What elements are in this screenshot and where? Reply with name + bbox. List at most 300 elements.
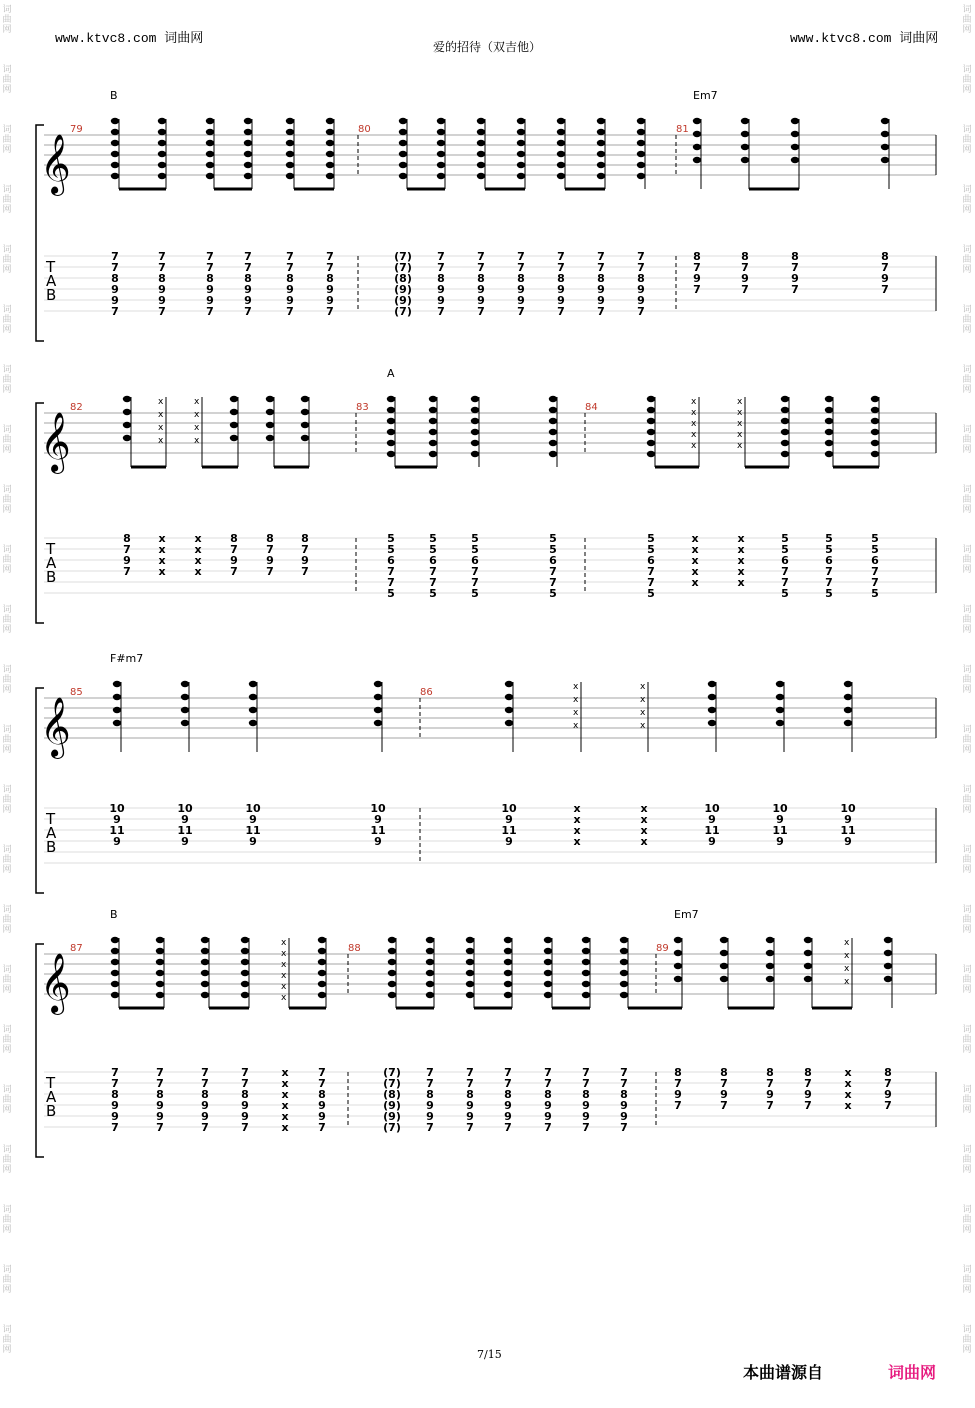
note-head <box>241 970 249 976</box>
tab-fret-number: 7 <box>544 1066 552 1079</box>
note-head <box>111 948 119 954</box>
muted-note: x <box>844 977 850 987</box>
note-head <box>781 418 789 424</box>
note-head <box>825 429 833 435</box>
tab-fret-number: 8 <box>544 1088 552 1101</box>
note-head <box>241 948 249 954</box>
tab-fret-number: (7) <box>383 1066 401 1079</box>
note-head <box>544 970 552 976</box>
side-watermark-text: 词 曲 网 <box>2 545 12 575</box>
note-head <box>776 694 784 700</box>
note-head <box>505 707 513 713</box>
tab-fret-number: 9 <box>844 835 852 848</box>
note-head <box>111 118 119 124</box>
note-head <box>844 707 852 713</box>
tab-fret-number: 7 <box>466 1077 474 1090</box>
note-head <box>708 720 716 726</box>
tab-fret-number: 9 <box>286 294 294 307</box>
muted-note: x <box>691 397 697 407</box>
note-head <box>266 409 274 415</box>
note-head <box>693 131 701 137</box>
source-label: 本曲谱源自 <box>743 1363 824 1382</box>
tab-fret-number: 8 <box>504 1088 512 1101</box>
tab-fret-number: 9 <box>201 1099 209 1112</box>
note-head <box>517 151 525 157</box>
tab-fret-number: 9 <box>637 283 645 296</box>
tab-fret-number: 7 <box>781 565 789 578</box>
note-head <box>158 140 166 146</box>
tab-fret-number: 7 <box>244 305 252 318</box>
side-watermark-text: 词 曲 网 <box>962 185 972 215</box>
note-head <box>156 981 164 987</box>
tab-fret-number: 7 <box>871 565 879 578</box>
tab-fret-number: 9 <box>426 1110 434 1123</box>
tab-fret-number: 5 <box>647 532 655 545</box>
tab-fret-number: x <box>640 813 648 826</box>
tab-fret-number: 7 <box>477 250 485 263</box>
tab-fret-number: 7 <box>884 1099 892 1112</box>
note-head <box>230 409 238 415</box>
tab-fret-number: 6 <box>825 554 833 567</box>
note-head <box>881 118 889 124</box>
tab-fret-number: 9 <box>156 1110 164 1123</box>
tab-fret-number: 9 <box>620 1110 628 1123</box>
tab-fret-number: x <box>737 576 745 589</box>
note-head <box>597 129 605 135</box>
note-head <box>388 959 396 965</box>
side-watermark-text: 词 曲 网 <box>2 245 12 275</box>
tab-fret-number: 7 <box>477 305 485 318</box>
measure-number: 83 <box>356 402 369 413</box>
tab-fret-number: 9 <box>776 813 784 826</box>
note-head <box>549 440 557 446</box>
tab-clef-letter: A <box>46 824 57 842</box>
tab-clef-letter: B <box>46 838 57 856</box>
tab-fret-number: 9 <box>156 1099 164 1112</box>
tab-fret-number: 7 <box>504 1121 512 1134</box>
tab-fret-number: 7 <box>557 250 565 263</box>
tab-fret-number: 7 <box>791 283 799 296</box>
note-head <box>286 173 294 179</box>
side-watermark-text: 词 曲 网 <box>2 1265 12 1295</box>
tab-fret-number: 8 <box>111 272 119 285</box>
note-head <box>776 681 784 687</box>
note-head <box>123 435 131 441</box>
note-head <box>426 959 434 965</box>
note-head <box>647 429 655 435</box>
tab-fret-number: 7 <box>266 565 274 578</box>
tab-fret-number: 7 <box>637 305 645 318</box>
tab-clef-letter: T <box>46 540 56 558</box>
tab-fret-number: 11 <box>501 824 517 837</box>
note-head <box>825 418 833 424</box>
note-head <box>156 948 164 954</box>
tab-fret-number: 10 <box>109 802 125 815</box>
tab-fret-number: 9 <box>844 813 852 826</box>
side-watermark-text: 词 曲 网 <box>2 845 12 875</box>
tab-fret-number: 9 <box>286 283 294 296</box>
note-head <box>399 118 407 124</box>
tab-fret-number: 8 <box>693 250 701 263</box>
tab-fret-number: 8 <box>318 1088 326 1101</box>
muted-note: x <box>158 410 164 420</box>
tab-fret-number: 10 <box>501 802 517 815</box>
tab-fret-number: 7 <box>437 305 445 318</box>
tab-fret-number: 5 <box>825 543 833 556</box>
tab-fret-number: 7 <box>597 261 605 274</box>
note-head <box>244 140 252 146</box>
tab-fret-number: 7 <box>466 1121 474 1134</box>
side-watermark-text: 词 曲 网 <box>962 1205 972 1235</box>
note-head <box>741 157 749 163</box>
note-head <box>557 118 565 124</box>
tab-fret-number: 9 <box>437 294 445 307</box>
tab-fret-number: x <box>573 824 581 837</box>
tab-fret-number: 7 <box>156 1121 164 1134</box>
tab-fret-number: 9 <box>597 283 605 296</box>
tab-fret-number: 7 <box>504 1066 512 1079</box>
side-watermark-text: 词 曲 网 <box>962 1025 972 1055</box>
tab-fret-number: 7 <box>318 1066 326 1079</box>
side-watermark-text: 词 曲 网 <box>962 1145 972 1175</box>
note-head <box>437 173 445 179</box>
side-watermark-text: 词 曲 网 <box>962 1325 972 1355</box>
note-head <box>123 409 131 415</box>
note-head <box>791 157 799 163</box>
tab-fret-number: x <box>281 1110 289 1123</box>
note-head <box>181 681 189 687</box>
tab-fret-number: 7 <box>111 250 119 263</box>
muted-note: x <box>691 408 697 418</box>
note-head <box>426 981 434 987</box>
tab-fret-number: 7 <box>620 1121 628 1134</box>
note-head <box>871 407 879 413</box>
note-head <box>766 937 774 943</box>
tab-fret-number: 5 <box>871 543 879 556</box>
tab-fret-number: 7 <box>123 565 131 578</box>
note-head <box>111 173 119 179</box>
tab-fret-number: 8 <box>881 250 889 263</box>
note-head <box>241 959 249 965</box>
tab-fret-number: x <box>737 554 745 567</box>
tab-fret-number: x <box>194 565 202 578</box>
tab-fret-number: 9 <box>111 283 119 296</box>
note-head <box>597 118 605 124</box>
note-head <box>201 959 209 965</box>
note-head <box>466 948 474 954</box>
side-watermark-text: 词 曲 网 <box>2 725 12 755</box>
note-head <box>156 959 164 965</box>
tab-fret-number: x <box>158 532 166 545</box>
note-head <box>517 118 525 124</box>
tab-fret-number: 8 <box>766 1066 774 1079</box>
tab-fret-number: 8 <box>266 532 274 545</box>
tab-fret-number: 9 <box>466 1110 474 1123</box>
note-head <box>708 694 716 700</box>
tab-fret-number: 7 <box>582 1066 590 1079</box>
chord-label: Em7 <box>674 908 699 921</box>
note-head <box>471 429 479 435</box>
tab-fret-number: 8 <box>477 272 485 285</box>
note-head <box>466 937 474 943</box>
muted-note: x <box>573 695 579 705</box>
tab-fret-number: 7 <box>597 250 605 263</box>
note-head <box>471 440 479 446</box>
tab-fret-number: 7 <box>881 261 889 274</box>
note-head <box>881 157 889 163</box>
tab-fret-number: 8 <box>466 1088 474 1101</box>
tab-clef-letter: T <box>46 810 56 828</box>
note-head <box>388 970 396 976</box>
tab-fret-number: x <box>691 565 699 578</box>
tab-clef-letter: T <box>46 258 56 276</box>
note-head <box>477 118 485 124</box>
note-head <box>776 707 784 713</box>
treble-clef-icon: 𝄞 <box>40 953 71 1013</box>
tab-fret-number: 7 <box>111 1066 119 1079</box>
tab-fret-number: 7 <box>286 250 294 263</box>
tab-fret-number: 7 <box>158 250 166 263</box>
note-head <box>111 151 119 157</box>
tab-fret-number: 7 <box>881 283 889 296</box>
tab-fret-number: 8 <box>720 1066 728 1079</box>
tab-fret-number: 8 <box>804 1066 812 1079</box>
side-watermark-text: 词 曲 网 <box>2 5 12 35</box>
muted-note: x <box>281 993 287 1003</box>
note-head <box>388 948 396 954</box>
tab-fret-number: 7 <box>557 261 565 274</box>
note-head <box>674 950 682 956</box>
note-head <box>286 162 294 168</box>
tab-fret-number: 9 <box>477 294 485 307</box>
brand-right: 词曲网 <box>899 31 939 46</box>
side-watermark-text: 词 曲 网 <box>2 605 12 635</box>
tab-fret-number: 5 <box>471 543 479 556</box>
note-head <box>741 131 749 137</box>
tab-fret-number: (9) <box>394 294 412 307</box>
tab-clef-letter: B <box>46 568 57 586</box>
note-head <box>374 720 382 726</box>
muted-note: x <box>737 419 743 429</box>
muted-note: x <box>281 971 287 981</box>
treble-clef-icon: 𝄞 <box>40 412 71 472</box>
tab-fret-number: 7 <box>241 1121 249 1134</box>
tab-fret-number: 9 <box>637 294 645 307</box>
note-head <box>249 694 257 700</box>
tab-fret-number: 9 <box>266 554 274 567</box>
tab-fret-number: 8 <box>156 1088 164 1101</box>
note-head <box>201 948 209 954</box>
score-system <box>36 89 936 341</box>
tab-fret-number: 9 <box>741 272 749 285</box>
tab-fret-number: 7 <box>825 565 833 578</box>
note-head <box>693 144 701 150</box>
tab-fret-number: 7 <box>825 576 833 589</box>
tab-fret-number: 9 <box>804 1088 812 1101</box>
note-head <box>111 992 119 998</box>
tab-fret-number: 7 <box>158 261 166 274</box>
note-head <box>471 418 479 424</box>
note-head <box>158 118 166 124</box>
tab-fret-number: 7 <box>244 261 252 274</box>
tab-fret-number: 9 <box>230 554 238 567</box>
tab-fret-number: 9 <box>301 554 309 567</box>
muted-note: x <box>844 938 850 948</box>
measure-number: 86 <box>420 687 433 698</box>
note-head <box>504 992 512 998</box>
tab-fret-number: 9 <box>597 294 605 307</box>
note-head <box>437 140 445 146</box>
note-head <box>549 418 557 424</box>
tab-fret-number: x <box>573 802 581 815</box>
tab-fret-number: 7 <box>871 576 879 589</box>
side-watermark-text: 词 曲 网 <box>2 1205 12 1235</box>
note-head <box>544 992 552 998</box>
note-head <box>111 959 119 965</box>
muted-note: x <box>158 397 164 407</box>
note-head <box>111 981 119 987</box>
tab-fret-number: 11 <box>704 824 720 837</box>
side-watermark-text: 词 曲 网 <box>2 1025 12 1055</box>
tab-fret-number: 7 <box>791 261 799 274</box>
tab-fret-number: 7 <box>426 1077 434 1090</box>
side-watermark-text: 词 曲 网 <box>962 665 972 695</box>
tab-fret-number: 9 <box>504 1099 512 1112</box>
note-head <box>201 981 209 987</box>
tab-fret-number: 9 <box>477 283 485 296</box>
tab-fret-number: 8 <box>286 272 294 285</box>
note-head <box>620 959 628 965</box>
note-head <box>206 140 214 146</box>
tab-fret-number: 9 <box>113 835 121 848</box>
muted-note: x <box>737 430 743 440</box>
score-system <box>36 908 936 1157</box>
note-head <box>544 959 552 965</box>
note-head <box>871 396 879 402</box>
measure-number: 82 <box>70 402 83 413</box>
tab-fret-number: 9 <box>181 813 189 826</box>
side-watermark-text: 词 曲 网 <box>962 425 972 455</box>
note-head <box>844 720 852 726</box>
tab-clef-letter: T <box>46 1074 56 1092</box>
tab-fret-number: 7 <box>674 1077 682 1090</box>
note-head <box>647 451 655 457</box>
tab-fret-number: 9 <box>466 1099 474 1112</box>
tab-fret-number: 9 <box>517 294 525 307</box>
note-head <box>387 396 395 402</box>
note-head <box>741 118 749 124</box>
note-head <box>387 429 395 435</box>
tab-fret-number: 5 <box>781 543 789 556</box>
tab-fret-number: 9 <box>766 1088 774 1101</box>
tab-fret-number: 5 <box>825 532 833 545</box>
tab-fret-number: 7 <box>517 305 525 318</box>
note-head <box>399 129 407 135</box>
note-head <box>804 950 812 956</box>
tab-fret-number: 7 <box>244 250 252 263</box>
tab-fret-number: 9 <box>111 1110 119 1123</box>
note-head <box>206 129 214 135</box>
tab-fret-number: 5 <box>781 587 789 600</box>
muted-note: x <box>281 960 287 970</box>
side-watermark-text: 词 曲 网 <box>2 1325 12 1355</box>
note-head <box>241 992 249 998</box>
note-head <box>582 937 590 943</box>
note-head <box>111 129 119 135</box>
tab-fret-number: 7 <box>720 1077 728 1090</box>
muted-note: x <box>737 408 743 418</box>
tab-fret-number: 7 <box>544 1077 552 1090</box>
note-head <box>776 720 784 726</box>
tab-fret-number: 9 <box>505 813 513 826</box>
tab-fret-number: 7 <box>597 305 605 318</box>
tab-fret-number: 9 <box>517 283 525 296</box>
note-head <box>399 140 407 146</box>
tab-fret-number: x <box>844 1099 852 1112</box>
note-head <box>326 118 334 124</box>
tab-fret-number: 7 <box>301 543 309 556</box>
tab-fret-number: (8) <box>394 272 412 285</box>
note-head <box>301 396 309 402</box>
tab-fret-number: 9 <box>326 294 334 307</box>
note-head <box>741 144 749 150</box>
note-head <box>181 694 189 700</box>
tab-fret-number: 7 <box>241 1077 249 1090</box>
note-head <box>158 162 166 168</box>
tab-fret-number: 9 <box>241 1099 249 1112</box>
score-system <box>36 367 936 623</box>
side-watermark-text: 词 曲 网 <box>962 845 972 875</box>
side-watermark-text: 词 曲 网 <box>2 485 12 515</box>
tab-fret-number: 9 <box>544 1110 552 1123</box>
side-watermark-text: 词 曲 网 <box>962 5 972 35</box>
tab-fret-number: 7 <box>557 305 565 318</box>
note-head <box>720 950 728 956</box>
measure-number: 81 <box>676 124 689 135</box>
tab-fret-number: 8 <box>791 250 799 263</box>
note-head <box>557 151 565 157</box>
tab-fret-number: x <box>844 1077 852 1090</box>
tab-fret-number: 7 <box>582 1121 590 1134</box>
note-head <box>387 407 395 413</box>
note-head <box>708 681 716 687</box>
note-head <box>286 129 294 135</box>
note-head <box>597 151 605 157</box>
note-head <box>881 144 889 150</box>
note-head <box>466 959 474 965</box>
note-head <box>804 976 812 982</box>
tab-fret-number: 7 <box>429 576 437 589</box>
note-head <box>318 959 326 965</box>
tab-fret-number: 9 <box>881 272 889 285</box>
chord-label: Em7 <box>693 89 718 102</box>
note-head <box>201 992 209 998</box>
tab-fret-number: 7 <box>111 1077 119 1090</box>
tab-fret-number: 7 <box>766 1077 774 1090</box>
note-head <box>437 129 445 135</box>
tab-fret-number: 9 <box>244 294 252 307</box>
tab-fret-number: 7 <box>504 1077 512 1090</box>
tab-fret-number: 8 <box>884 1066 892 1079</box>
note-head <box>429 440 437 446</box>
note-head <box>111 937 119 943</box>
muted-note: x <box>573 682 579 692</box>
tab-fret-number: 7 <box>111 261 119 274</box>
note-head <box>504 948 512 954</box>
note-head <box>620 948 628 954</box>
note-head <box>637 129 645 135</box>
note-head <box>426 970 434 976</box>
